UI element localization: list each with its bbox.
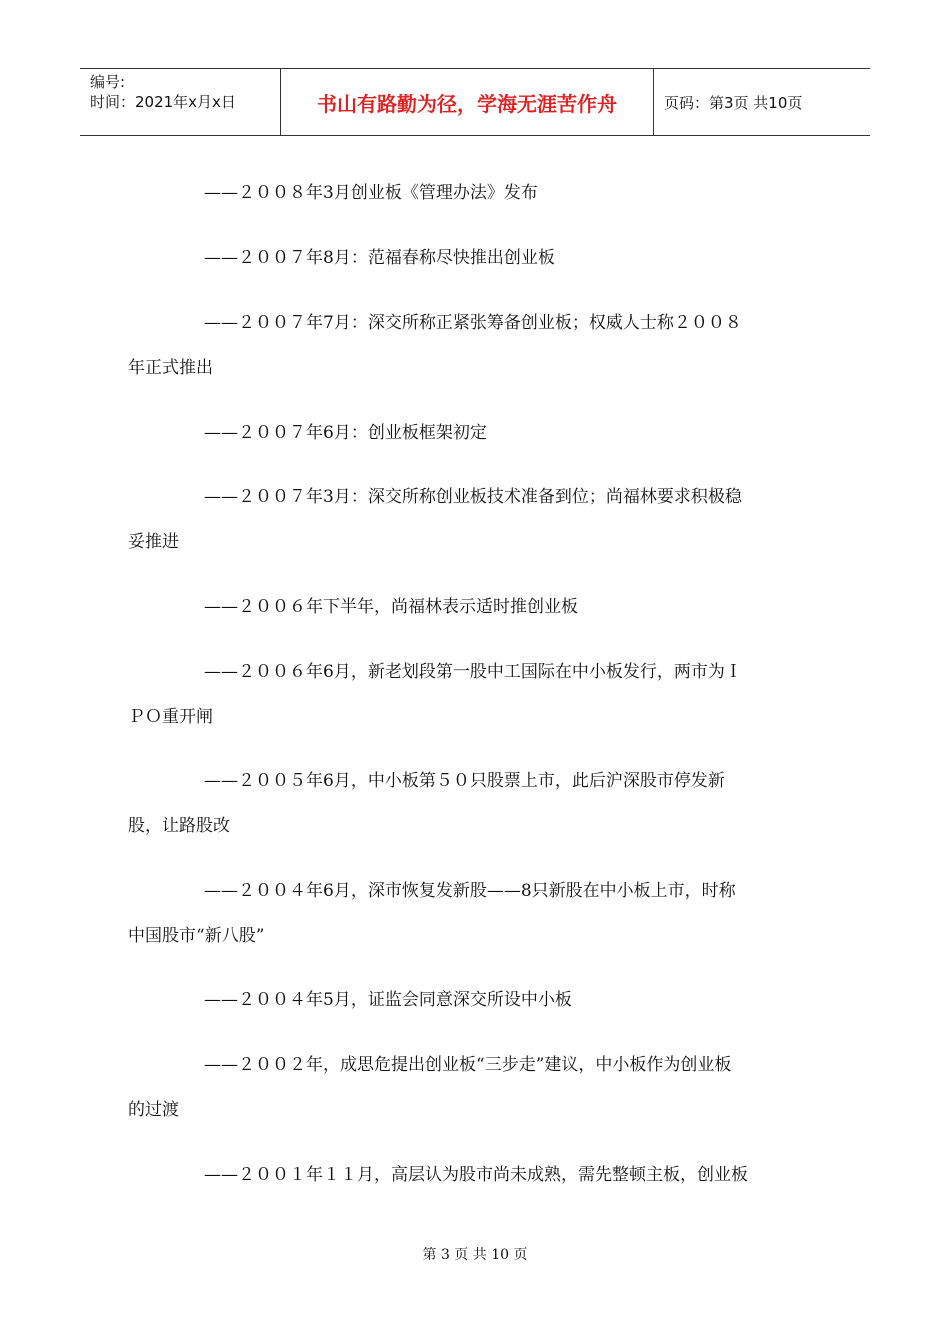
text-line: 的过渡: [128, 1100, 179, 1120]
text-line: ——２００６年下半年，尚福林表示适时推创业板: [204, 597, 578, 617]
text-line: ——２００４年5月，证监会同意深交所设中小板: [204, 990, 572, 1010]
page-info-text: 页码：第3页 共10页: [664, 93, 803, 112]
text-line: ——２００８年3月创业板《管理办法》发布: [204, 183, 538, 203]
motto-text: 书山有路勤为径，学海无涯苦作舟: [317, 91, 617, 116]
text-line: 妥推进: [128, 532, 179, 552]
header-meta: [80, 69, 281, 135]
text-line: 中国股市“新八股”: [128, 926, 265, 946]
text-line: ——２００７年6月：创业板框架初定: [204, 423, 487, 443]
header-motto: [281, 69, 654, 135]
header-page-info: [654, 69, 870, 135]
text-line: 年正式推出: [128, 358, 213, 378]
time-line: 时间：2021年x月x日: [90, 93, 236, 111]
text-line: ——２００７年7月：深交所称正紧张筹备创业板；权威人士称２００８: [204, 313, 742, 333]
text-line: ——２００５年6月，中小板第５０只股票上市，此后沪深股市停发新: [204, 771, 725, 791]
text-line: ——２００７年3月：深交所称创业板技术准备到位；尚福林要求积极稳: [204, 487, 742, 507]
text-line: ——２００４年6月，深市恢复发新股——8只新股在中小板上市，时称: [204, 881, 736, 901]
text-line: ——２００１年１１月，高层认为股市尚未成熟，需先整顿主板，创业板: [204, 1165, 748, 1185]
page-footer: 第 3 页 共 10 页: [422, 1247, 528, 1263]
text-line: ——２００２年，成思危提出创业板“三步走”建议，中小板作为创业板: [204, 1055, 732, 1075]
text-line: ——２００６年6月，新老划段第一股中工国际在中小板发行，两市为Ｉ: [204, 662, 742, 682]
code-label: 编号:: [90, 73, 126, 91]
text-line: ＰＯ重开闸: [128, 707, 213, 727]
text-line: 股，让路股改: [128, 816, 230, 836]
text-line: ——２００７年8月：范福春称尽快推出创业板: [204, 248, 555, 268]
page-header: [80, 68, 870, 136]
